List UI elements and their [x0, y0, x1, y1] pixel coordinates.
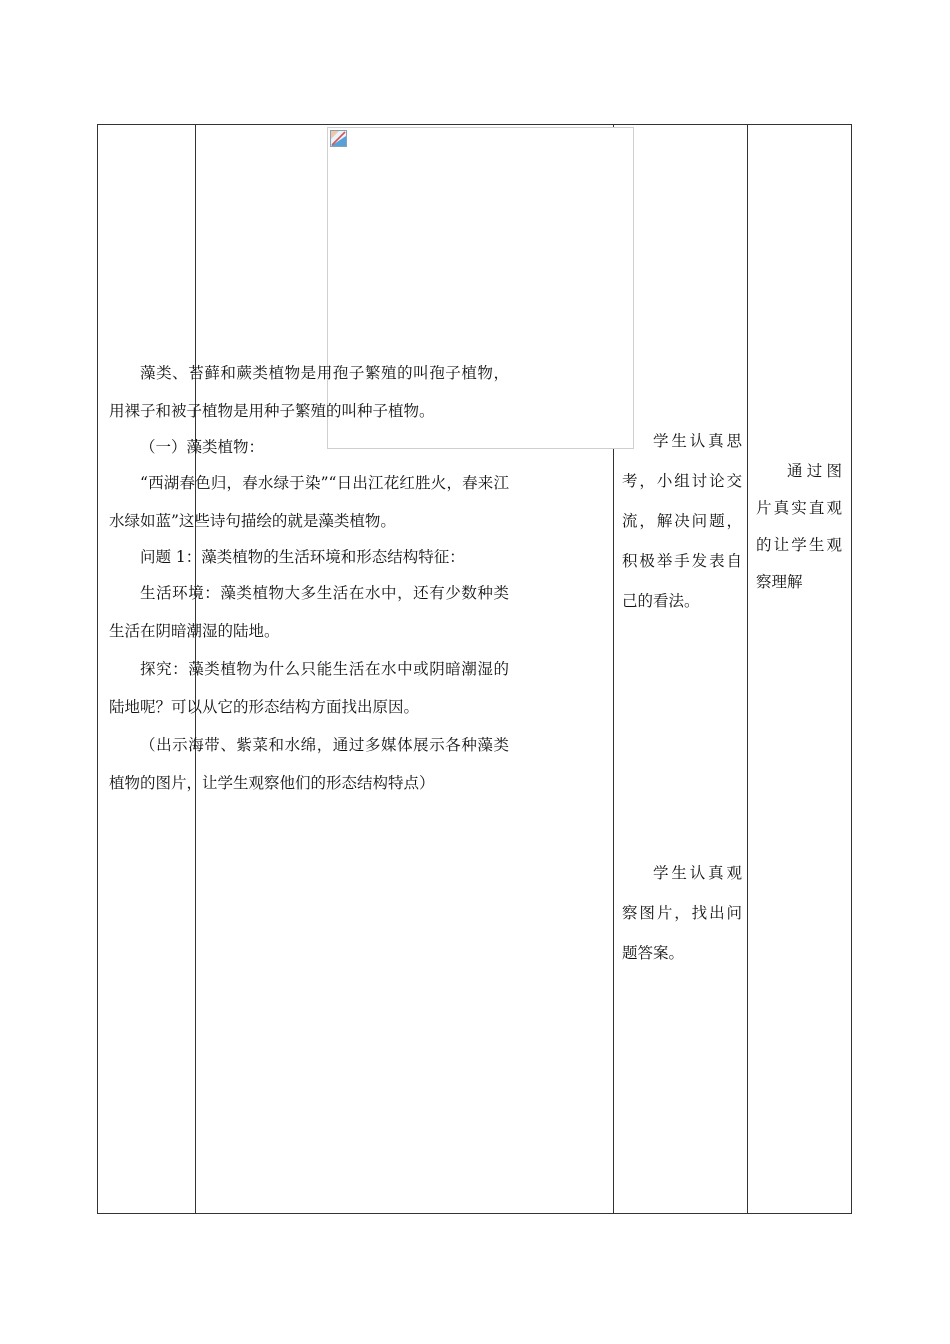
lesson-content — [109, 354, 509, 802]
paragraph: 生活环境：藻类植物大多生活在水中，还有少数种类生活在阴暗潮湿的陆地。 — [109, 584, 509, 640]
student-activity-column — [614, 125, 747, 1213]
design-intent-text: 通过图片真实直观的让学生观察理解 — [756, 462, 842, 591]
broken-image-icon — [330, 130, 347, 147]
paragraph: （一）藻类植物： — [140, 438, 265, 456]
paragraph: （出示海带、紫菜和水绵，通过多媒体展示各种藻类植物的图片，让学生观察他们的形态结构特点） — [109, 736, 509, 792]
paragraph: 探究：藻类植物为什么只能生活在水中或阴暗潮湿的陆地呢？可以从它的形态结构方面找出原因。 — [109, 660, 509, 716]
paragraph: 藻类、苔藓和蕨类植物是用孢子繁殖的叫孢子植物，用裸子和被子植物是用种子繁殖的叫种子植物。 — [109, 364, 509, 420]
student-activity-text-2: 学生认真观察图片，找出问题答案。 — [622, 864, 742, 962]
student-activity-text-1: 学生认真思考，小组讨论交流，解决问题，积极举手发表自己的看法。 — [622, 432, 742, 610]
paragraph: 问题 1：藻类植物的生活环境和形态结构特征： — [140, 548, 465, 566]
design-intent-column — [748, 125, 852, 1213]
paragraph: “西湖春色归，春水绿于染”“日出江花红胜火，春来江水绿如蓝”这些诗句描绘的就是藻类植物。 — [109, 474, 509, 530]
